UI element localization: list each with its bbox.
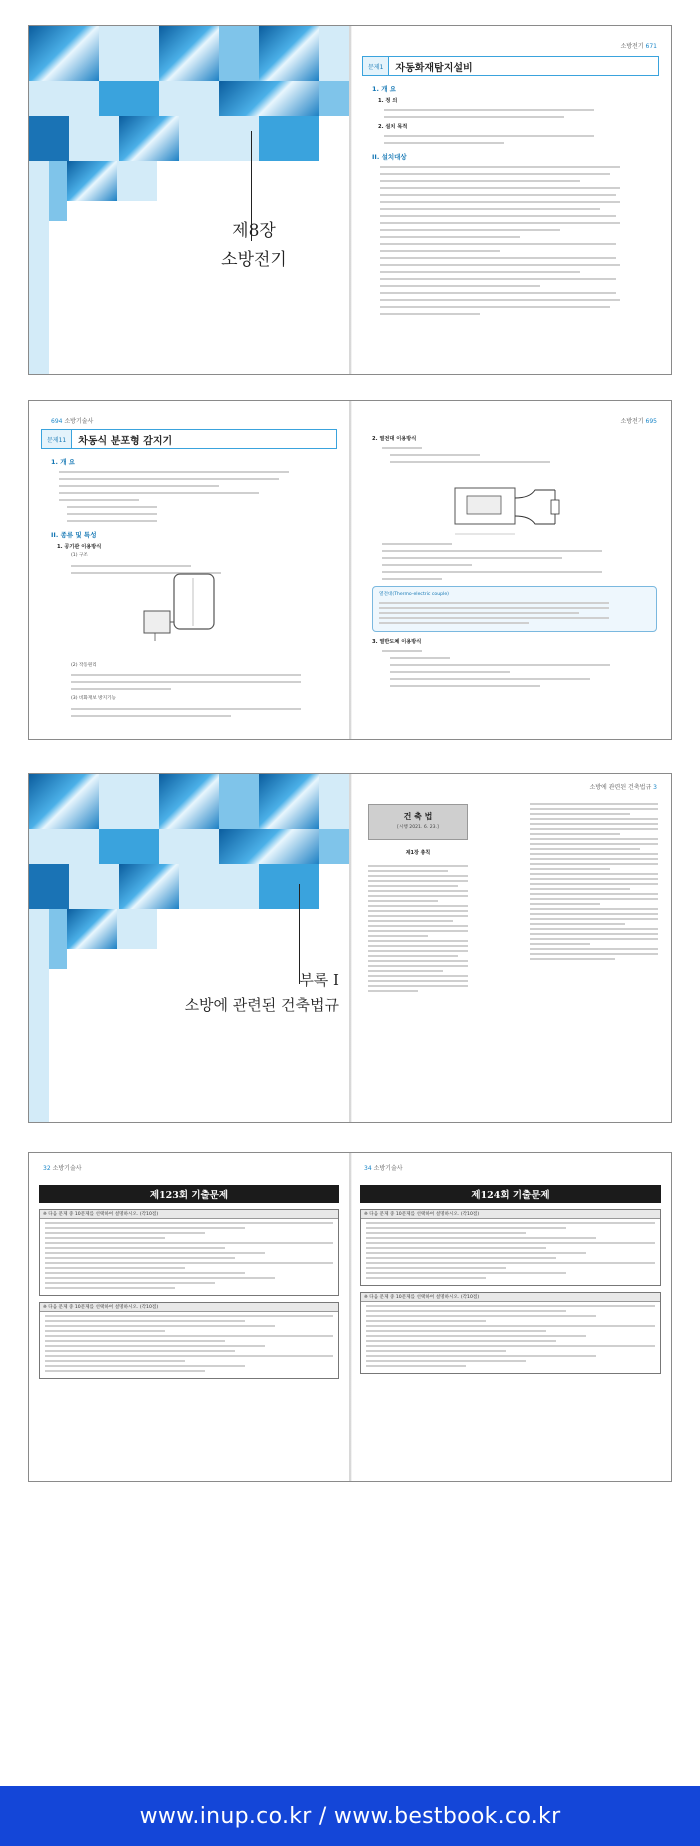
exam-banner-124: 제124회 기출문제 xyxy=(360,1185,661,1203)
page-number: 32 xyxy=(43,1165,51,1172)
exam-box-caption: ※ 다음 문제 중 10문제를 선택하여 설명하시오. (각10점) xyxy=(361,1210,660,1219)
section-number: 문제1 xyxy=(363,57,389,75)
heading-types: II. 종류 및 특성 xyxy=(51,531,97,539)
subheading-structure: (1) 구조 xyxy=(71,553,88,558)
page-number: 671 xyxy=(645,43,657,50)
chapter-title: 소방전기 xyxy=(221,250,287,270)
content-page-694 xyxy=(29,401,350,739)
heading-thermocouple: 2. 열전대 이용방식 xyxy=(372,436,417,442)
heading-overview: 1. 개 요 xyxy=(372,85,397,93)
section-header xyxy=(362,56,659,76)
section-number: 문제11 xyxy=(42,430,72,448)
page-number: 3 xyxy=(653,784,657,791)
running-head: 소방기술사 xyxy=(64,418,94,425)
spread-exams xyxy=(28,1152,672,1482)
page-number: 34 xyxy=(364,1165,372,1172)
heading-air-tube: 1. 공기관 이용방식 xyxy=(57,544,102,550)
law-page xyxy=(350,774,671,1122)
spread-chapter8 xyxy=(28,25,672,375)
law-title-box xyxy=(368,804,468,840)
heading-purpose: 2. 설치 목적 xyxy=(378,124,408,130)
content-page-671 xyxy=(350,26,671,374)
appendix-title: 소방에 관련된 건축법규 xyxy=(184,996,339,1014)
law-subtitle: [시행 2021. 6. 23.] xyxy=(397,825,439,830)
air-tube-diagram xyxy=(119,566,229,646)
page-number: 694 xyxy=(51,418,63,425)
cover-photo xyxy=(29,26,99,81)
footer-banner xyxy=(0,1786,700,1846)
running-head: 소방기술사 xyxy=(373,1165,403,1172)
note-title: 열전대(Thermo-electric couple) xyxy=(379,592,449,597)
heading-targets: II. 설치대상 xyxy=(372,153,407,161)
running-head: 소방전기 xyxy=(620,418,644,425)
thermocouple-note xyxy=(372,586,657,632)
exam-box-caption: ※ 다음 문제 중 10문제를 선택하여 설명하시오. (각10점) xyxy=(40,1303,338,1312)
subheading-principle: (2) 작동원리 xyxy=(71,662,97,668)
exam-questions-box xyxy=(39,1209,339,1296)
thermocouple-diagram xyxy=(445,476,575,546)
section-title: 차동식 분포형 감지기 xyxy=(78,435,173,447)
exam-questions-box xyxy=(39,1302,339,1379)
heading-thermal-semiconductor: 3. 열반도체 이용방식 xyxy=(372,638,422,645)
exam-questions-box xyxy=(360,1209,661,1286)
appendix-number: 부록 I xyxy=(299,971,339,989)
subheading-nonfire: (3) 비화재보 방지기능 xyxy=(71,696,116,702)
law-chapter: 제1장 총칙 xyxy=(405,850,431,856)
heading-definition: 1. 정 의 xyxy=(378,98,398,104)
content-page-695 xyxy=(350,401,671,739)
law-title: 건 축 법 xyxy=(403,812,433,821)
page-number: 695 xyxy=(645,418,657,425)
section-header xyxy=(41,429,337,449)
exam-box-caption: ※ 다음 문제 중 10문제를 선택하여 설명하시오. (각10점) xyxy=(361,1293,660,1302)
appendix-cover-page xyxy=(29,774,350,1122)
running-head: 소방전기 xyxy=(620,43,644,50)
exam-page-123 xyxy=(29,1153,350,1481)
heading-overview: 1. 개 요 xyxy=(51,458,76,466)
footer-urls[interactable]: www.inup.co.kr / www.bestbook.co.kr xyxy=(139,1803,561,1829)
running-head: 소방에 관련된 건축법규 xyxy=(589,784,652,791)
spread-appendix xyxy=(28,773,672,1123)
exam-box-caption: ※ 다음 문제 중 10문제를 선택하여 설명하시오. (각10점) xyxy=(40,1210,338,1219)
exam-page-124 xyxy=(350,1153,671,1481)
running-head: 소방기술사 xyxy=(52,1165,82,1172)
section-title: 자동화재탐지설비 xyxy=(395,62,473,74)
exam-questions-box xyxy=(360,1292,661,1374)
chapter-number: 제8장 xyxy=(232,221,276,241)
chapter-cover-page xyxy=(29,26,350,374)
spread-detector xyxy=(28,400,672,740)
exam-banner-123: 제123회 기출문제 xyxy=(39,1185,339,1203)
